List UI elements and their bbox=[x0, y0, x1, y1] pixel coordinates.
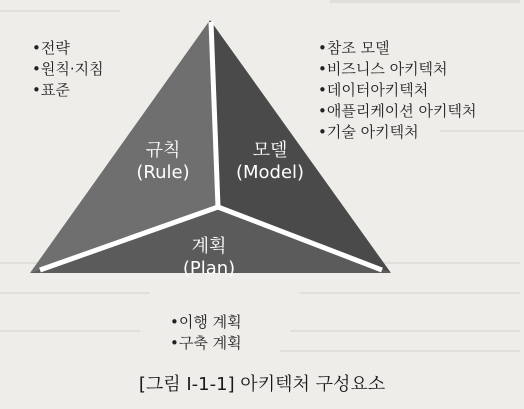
model-subtitle: (Model) bbox=[235, 162, 305, 183]
model-title: 모델 bbox=[252, 140, 288, 161]
plan-label bbox=[166, 236, 252, 280]
rule-label bbox=[120, 140, 206, 184]
plan-subtitle: (Plan) bbox=[182, 258, 236, 279]
model-item-list bbox=[318, 38, 477, 143]
list-item: •표준 bbox=[32, 81, 70, 99]
list-item: •데이터아키텍처 bbox=[318, 81, 429, 99]
plan-item-list bbox=[170, 312, 242, 354]
list-item: •원칙·지침 bbox=[32, 60, 104, 78]
list-item: •전략 bbox=[32, 39, 70, 57]
list-item: •구축 계획 bbox=[170, 334, 242, 352]
rule-subtitle: (Rule) bbox=[136, 162, 190, 183]
list-item: •애플리케이션 아키텍처 bbox=[318, 102, 477, 120]
list-item: •참조 모델 bbox=[318, 39, 390, 57]
rule-title: 규칙 bbox=[145, 140, 181, 161]
plan-title: 계획 bbox=[191, 236, 227, 257]
list-item: •이행 계획 bbox=[170, 313, 242, 331]
list-item: •비즈니스 아키텍처 bbox=[318, 60, 448, 78]
rule-item-list bbox=[32, 38, 104, 101]
list-item: •기술 아키텍처 bbox=[318, 123, 419, 141]
figure-caption: [그림 Ⅰ-1-1] 아키텍처 구성요소 bbox=[138, 374, 386, 395]
model-label bbox=[222, 140, 318, 184]
